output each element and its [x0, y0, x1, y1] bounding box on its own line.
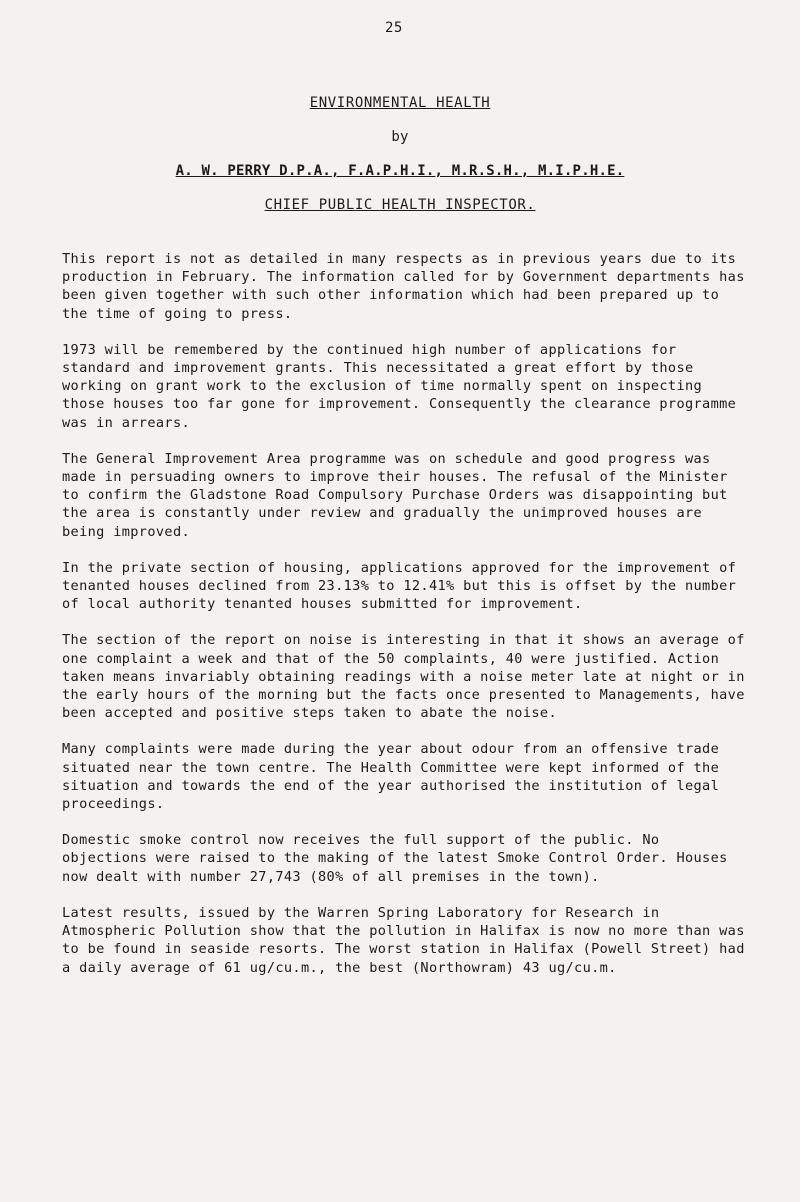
by-line: by: [391, 129, 409, 145]
paragraph-grants: 1973 will be remembered by the continued high number of applications for standard and improvement grants. This necessitated a great effort by those working on grant work to the exclusion of time normally spent on inspecting those houses too far gone for improvement. Consequently the clearance programme was in arrears.: [62, 341, 737, 431]
section-title: ENVIRONMENTAL HEALTH: [309, 95, 491, 111]
paragraph-private-housing: In the private section of housing, applications approved for the improvement of tenanted houses declined from 23.13% to 12.41% but this is offset by the number of local authority tenanted houses submitted for improvement.: [62, 559, 737, 613]
page-number: 25: [385, 20, 403, 36]
paragraph-improvement-area: The General Improvement Area programme was on schedule and good progress was made in persuading owners to improve their houses. The refusal of the Minister to confirm the Gladstone Road Compulsory Purchase Orders was disappointing but the area is constantly under review and gradually the unimproved houses are being improved.: [62, 450, 728, 540]
author-role: CHIEF PUBLIC HEALTH INSPECTOR.: [264, 197, 536, 213]
author-line: A. W. PERRY D.P.A., F.A.P.H.I., M.R.S.H., M.I.P.H.E.: [175, 163, 625, 179]
paragraph-pollution-results: Latest results, issued by the Warren Spring Laboratory for Research in Atmospheric Pollution show that the pollution in Halifax is now no more than was to be found in seaside resorts. The worst station in Halifax (Powell Street) had a daily average of 61 ug/cu.m., the best (Northowram) 43 ug/cu.m.: [62, 904, 745, 976]
paragraph-noise: The section of the report on noise is interesting in that it shows an average of one complaint a week and that of the 50 complaints, 40 were justified. Action taken means invariably obtaining readings with a noise meter late at night or in the early hours of the morning but the facts once presented to Managements, have been accepted and positive steps taken to abate the noise.: [62, 632, 745, 722]
report-body: [62, 250, 752, 995]
paragraph-introduction: This report is not as detailed in many respects as in previous years due to its production in February. The information called for by Government departments has been given together with such other information which had been prepared up to the time of going to press.: [62, 251, 745, 322]
paragraph-odour: Many complaints were made during the year about odour from an offensive trade situated near the town centre. The Health Committee were kept informed of the situation and towards the end of the year authorised the institution of legal proceedings.: [62, 741, 720, 813]
paragraph-smoke-control: Domestic smoke control now receives the full support of the public. No objections were raised to the making of the latest Smoke Control Order. Houses now dealt with number 27,743 (80% of all premises in the town).: [62, 832, 728, 885]
